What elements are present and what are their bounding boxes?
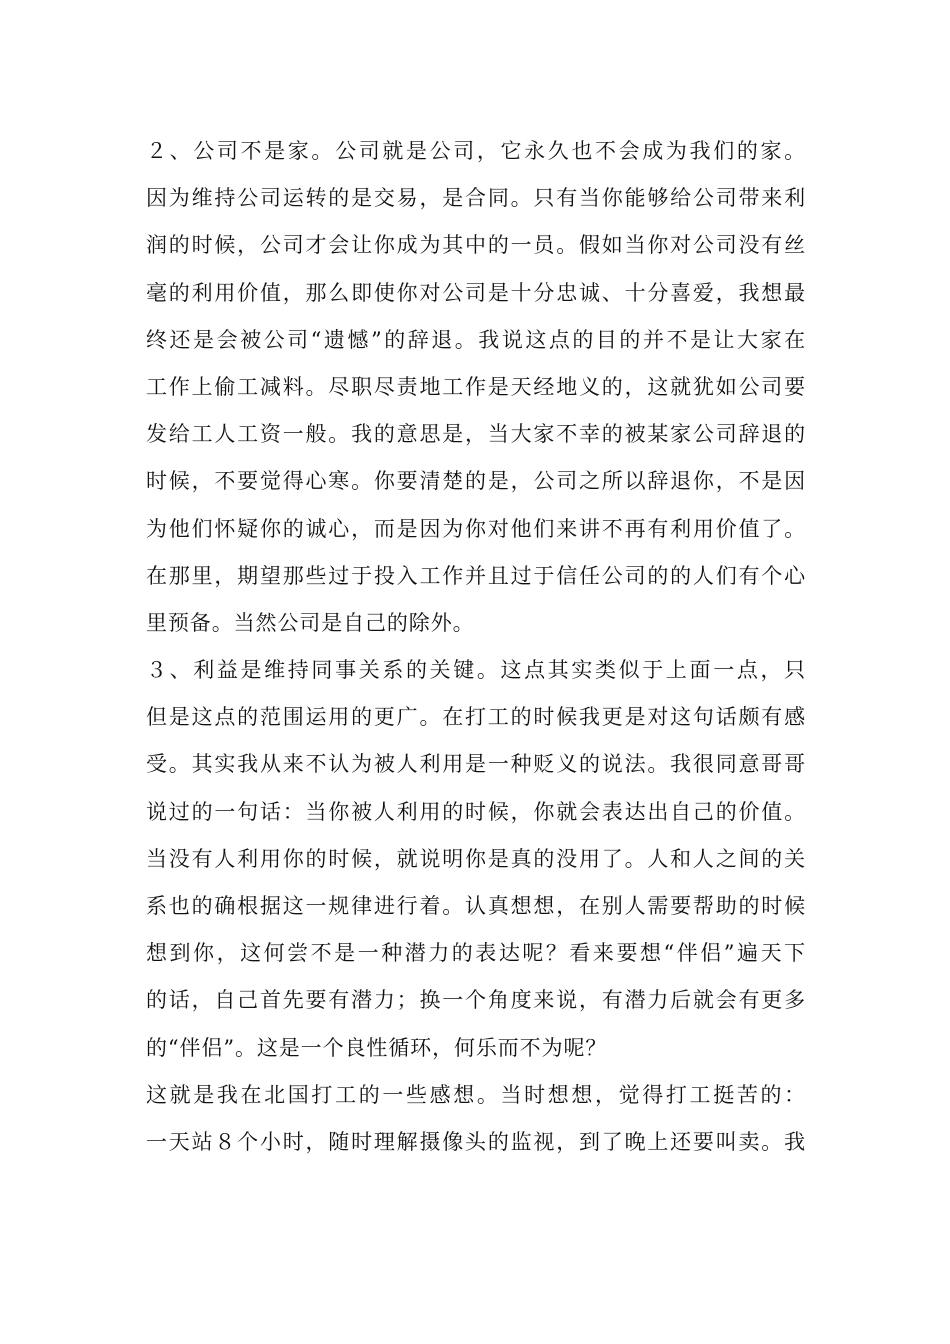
para-3-line-7: 想到你，这何尝不是一种潜力的表达呢？看来要想“伴侣”遍天下	[146, 941, 806, 966]
para-3-line-9: 的“伴侣”。这是一个良性循环，何乐而不为呢？	[146, 1035, 608, 1060]
para-3-line-6: 系也的确根据这一规律进行着。认真想想，在别人需要帮助的时候	[146, 894, 806, 918]
para-3-line-2: 但是这点的范围运用的更广。在打工的时候我更是对这句话颇有感	[146, 705, 806, 730]
body-text	[146, 128, 806, 1166]
para-3-line-3: 受。其实我从来不认为被人利用是一种贬义的说法。我很同意哥哥	[146, 752, 806, 777]
para-2-line-2: 因为维持公司运转的是交易，是合同。只有当你能够给公司带来利	[146, 186, 806, 211]
para-2-line-10: 在那里，期望那些过于投入工作并且过于信任公司的的人们有个心	[146, 563, 806, 588]
para-2-line-8: 时候，不要觉得心寒。你要清楚的是，公司之所以辞退你，不是因	[146, 469, 806, 494]
para-2-line-7: 发给工人工资一般。我的意思是，当大家不幸的被某家公司辞退的	[146, 422, 806, 447]
para-2-line-6: 工作上偷工减料。尽职尽责地工作是天经地义的，这就犹如公司要	[146, 374, 806, 399]
para-2-line-3: 润的时候，公司才会让你成为其中的一员。假如当你对公司没有丝	[146, 233, 806, 258]
para-2-line-5: 终还是会被公司“遗憾”的辞退。我说这点的目的并不是让大家在	[146, 327, 806, 352]
para-2-line-9: 为他们怀疑你的诚心，而是因为你对他们来讲不再有利用价值了。	[146, 516, 806, 541]
para-3-line-1: ３、利益是维持同事关系的关键。这点其实类似于上面一点，只	[146, 658, 806, 683]
para-3-line-4: 说过的一句话：当你被人利用的时候，你就会表达出自己的价值。	[146, 799, 806, 824]
para-3-line-8: 的话，自己首先要有潜力；换一个角度来说，有潜力后就会有更多	[146, 988, 806, 1013]
para-4-line-2: 一天站８个小时，随时理解摄像头的监视，到了晚上还要叫卖。我	[146, 1129, 806, 1154]
para-2-line-4: 毫的利用价值，那么即使你对公司是十分忠诚、十分喜爱，我想最	[146, 280, 806, 305]
para-2-line-11: 里预备。当然公司是自己的除外。	[146, 610, 475, 635]
para-3-line-5: 当没有人利用你的时候，就说明你是真的没用了。人和人之间的关	[146, 846, 806, 871]
para-4-line-1: 这就是我在北国打工的一些感想。当时想想，觉得打工挺苦的：	[146, 1082, 806, 1107]
para-2-line-1: ２、公司不是家。公司就是公司，它永久也不会成为我们的家。	[146, 139, 806, 163]
